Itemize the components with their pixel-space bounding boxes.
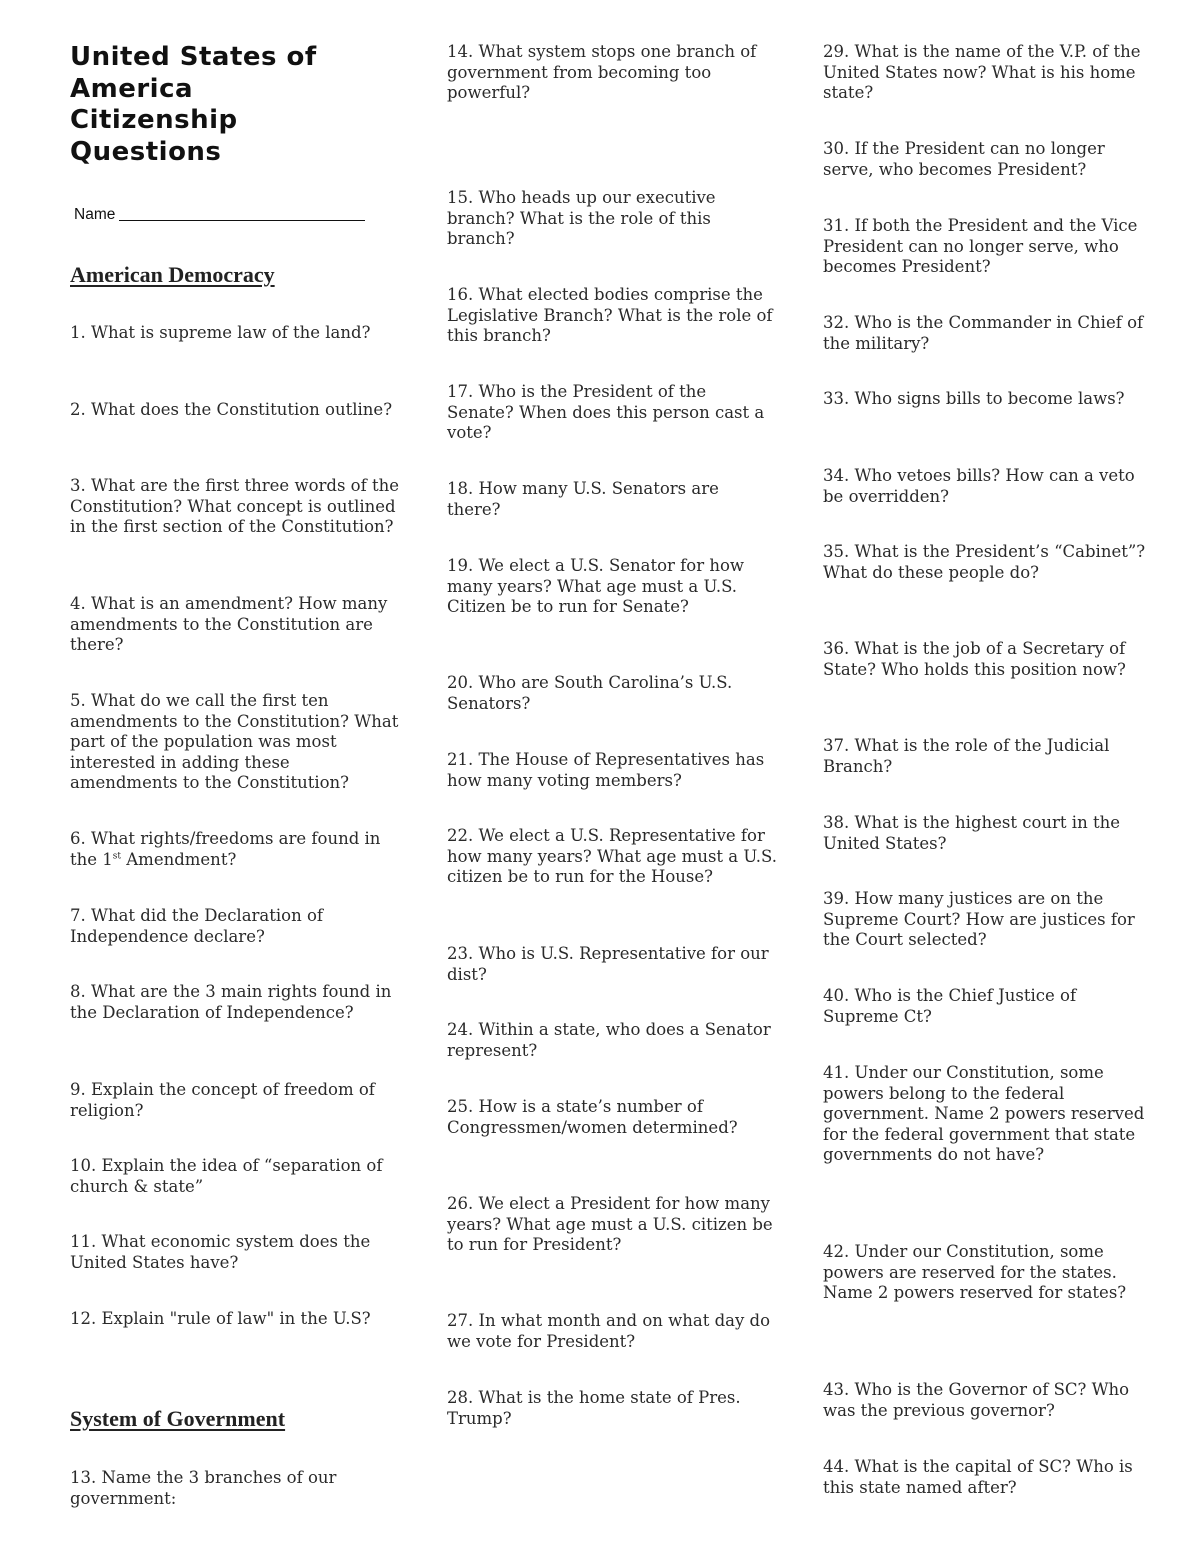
- question-42: 42. Under our Constitution, some powers are reserved for the states. Name 2 powers reserved for states?: [823, 1242, 1127, 1303]
- question-6: 6. What rights/freedoms are found in the 1st Amendment?: [70, 829, 381, 869]
- question-23: 23. Who is U.S. Representative for our dist?: [447, 944, 769, 984]
- question-29: 29. What is the name of the V.P. of the United States now? What is his home state?: [823, 42, 1141, 103]
- question-8: 8. What are the 3 main rights found in the Declaration of Independence?: [70, 982, 392, 1022]
- question-5: 5. What do we call the first ten amendments to the Constitution? What part of the population was most interested in adding these amendments to the Constitution?: [70, 691, 399, 793]
- document-title: [70, 42, 400, 168]
- name-blank-line[interactable]: [119, 220, 365, 221]
- question-3: 3. What are the first three words of the Constitution? What concept is outlined in the first section of the Constitution?: [70, 476, 399, 537]
- question-40: 40. Who is the Chief Justice of Supreme Ct?: [823, 986, 1077, 1026]
- question-31: 31. If both the President and the Vice President can no longer serve, who becomes President?: [823, 216, 1138, 277]
- question-12: 12. Explain "rule of law" in the U.S?: [70, 1309, 371, 1328]
- question-33: 33. Who signs bills to become laws?: [823, 389, 1125, 408]
- question-39: 39. How many justices are on the Supreme Court? How are justices for the Court selected?: [823, 889, 1135, 950]
- title-line: United States of: [70, 42, 317, 72]
- question-4: 4. What is an amendment? How many amendments to the Constitution are there?: [70, 594, 388, 655]
- question-35: 35. What is the President’s “Cabinet”? What do these people do?: [823, 542, 1146, 582]
- question-24: 24. Within a state, who does a Senator represent?: [447, 1020, 771, 1060]
- question-22: 22. We elect a U.S. Representative for how many years? What age must a U.S. citizen be to run for the House?: [447, 826, 777, 887]
- question-11: 11. What economic system does the United States have?: [70, 1232, 371, 1272]
- question-21: 21. The House of Representatives has how many voting members?: [447, 750, 765, 790]
- question-28: 28. What is the home state of Pres. Trump?: [447, 1388, 741, 1428]
- question-1: 1. What is supreme law of the land?: [70, 323, 371, 342]
- question-20: 20. Who are South Carolina’s U.S. Senators?: [447, 673, 733, 713]
- question-19: 19. We elect a U.S. Senator for how many years? What age must a U.S. Citizen be to run for Senate?: [447, 556, 745, 617]
- question-16: 16. What elected bodies comprise the Legislative Branch? What is the role of this branch?: [447, 285, 773, 346]
- question-2: 2. What does the Constitution outline?: [70, 400, 393, 419]
- question-26: 26. We elect a President for how many years? What age must a U.S. citizen be to run for President?: [447, 1194, 773, 1255]
- name-field[interactable]: [74, 206, 365, 224]
- question-17: 17. Who is the President of the Senate? When does this person cast a vote?: [447, 382, 765, 443]
- question-30: 30. If the President can no longer serve, who becomes President?: [823, 139, 1105, 179]
- question-44: 44. What is the capital of SC? Who is this state named after?: [823, 1457, 1133, 1497]
- question-34: 34. Who vetoes bills? How can a veto be overridden?: [823, 466, 1135, 506]
- name-label: Name: [74, 206, 116, 223]
- question-37: 37. What is the role of the Judicial Branch?: [823, 736, 1110, 776]
- question-15: 15. Who heads up our executive branch? What is the role of this branch?: [447, 188, 716, 249]
- question-41: 41. Under our Constitution, some powers belong to the federal government. Name 2 powers reserved for the federal government that state governments do not have?: [823, 1063, 1145, 1165]
- title-line: Citizenship: [70, 105, 238, 135]
- question-27: 27. In what month and on what day do we vote for President?: [447, 1311, 771, 1351]
- question-13: 13. Name the 3 branches of our government:: [70, 1468, 337, 1508]
- question-38: 38. What is the highest court in the United States?: [823, 813, 1120, 853]
- section-heading-system-of-government: System of Government: [70, 1406, 286, 1431]
- question-25: 25. How is a state’s number of Congressmen/women determined?: [447, 1097, 738, 1137]
- question-43: 43. Who is the Governor of SC? Who was the previous governor?: [823, 1380, 1130, 1420]
- question-36: 36. What is the job of a Secretary of State? Who holds this position now?: [823, 639, 1126, 679]
- question-32: 32. Who is the Commander in Chief of the military?: [823, 313, 1144, 353]
- question-9: 9. Explain the concept of freedom of religion?: [70, 1080, 375, 1120]
- question-14: 14. What system stops one branch of government from becoming too powerful?: [447, 42, 757, 103]
- section-heading-american-democracy: American Democracy: [70, 262, 275, 287]
- question-10: 10. Explain the idea of “separation of church & state”: [70, 1156, 383, 1196]
- title-line: America: [70, 73, 194, 104]
- question-7: 7. What did the Declaration of Independence declare?: [70, 906, 324, 946]
- question-18: 18. How many U.S. Senators are there?: [447, 479, 719, 519]
- title-line: Questions: [70, 136, 222, 167]
